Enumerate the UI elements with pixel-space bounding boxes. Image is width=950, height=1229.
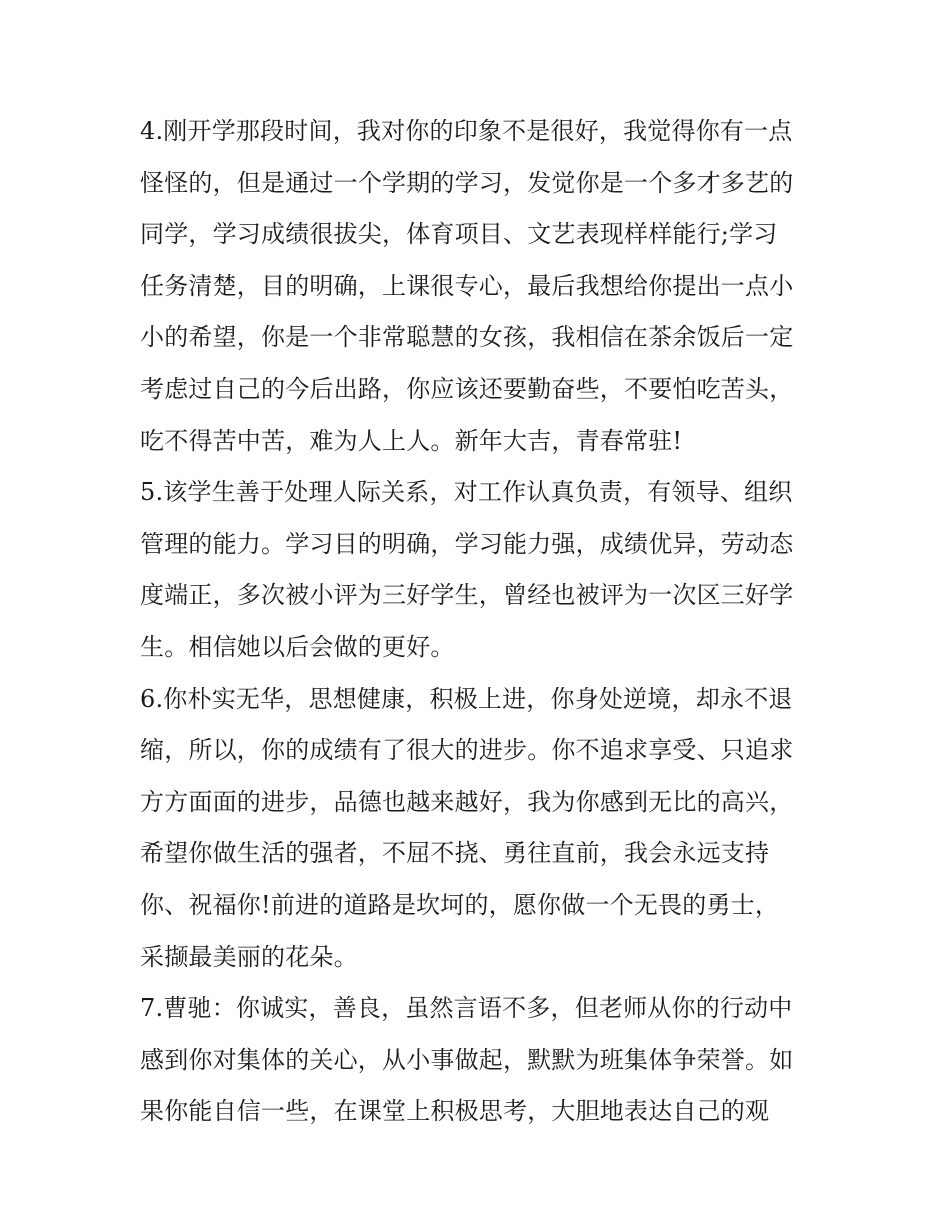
text-line: 缩，所以，你的成绩有了很大的进步。你不追求享受、只追求 bbox=[140, 736, 794, 765]
text-line: 7.曹驰：你诚实，善良，虽然言语不多，但老师从你的行动中 bbox=[140, 994, 793, 1023]
text-line: 采撷最美丽的花朵。 bbox=[140, 942, 358, 971]
document-body bbox=[140, 106, 820, 1138]
text-line: 度端正，多次被小评为三好学生，曾经也被评为一次区三好学 bbox=[140, 581, 794, 610]
text-line: 同学，学习成绩很拔尖，体育项目、文艺表现样样能行;学习 bbox=[140, 220, 778, 249]
text-line: 你、祝福你!前进的道路是坎坷的，愿你做一个无畏的勇士， bbox=[140, 890, 780, 919]
text-line: 任务清楚，目的明确，上课很专心，最后我想给你提出一点小 bbox=[140, 271, 794, 300]
text-line: 考虑过自己的今后出路，你应该还要勤奋些，不要怕吃苦头， bbox=[140, 374, 794, 403]
text-line: 吃不得苦中苦，难为人上人。新年大吉，青春常驻! bbox=[140, 426, 683, 455]
text-line: 怪怪的，但是通过一个学期的学习，发觉你是一个多才多艺的 bbox=[140, 168, 794, 197]
text-line: 5.该学生善于处理人际关系，对工作认真负责，有领导、组织 bbox=[140, 478, 793, 507]
text-line: 方方面面的进步，品德也越来越好，我为你感到无比的高兴， bbox=[140, 787, 794, 816]
text-line: 果你能自信一些，在课堂上积极思考，大胆地表达自己的观 bbox=[140, 1097, 770, 1126]
text-line: 4.刚开学那段时间，我对你的印象不是很好，我觉得你有一点 bbox=[140, 117, 793, 145]
text-line: 希望你做生活的强者，不屈不挠、勇往直前，我会永远支持 bbox=[140, 839, 770, 868]
text-line: 6.你朴实无华，思想健康，积极上进，你身处逆境，却永不退 bbox=[140, 684, 793, 713]
text-line: 管理的能力。学习目的明确，学习能力强，成绩优异，劳动态 bbox=[140, 529, 794, 558]
text-line: 小的希望，你是一个非常聪慧的女孩，我相信在茶余饭后一定 bbox=[140, 323, 794, 352]
text-line: 生。相信她以后会做的更好。 bbox=[140, 632, 455, 661]
text-line: 感到你对集体的关心，从小事做起，默默为班集体争荣誉。如 bbox=[140, 1045, 794, 1074]
